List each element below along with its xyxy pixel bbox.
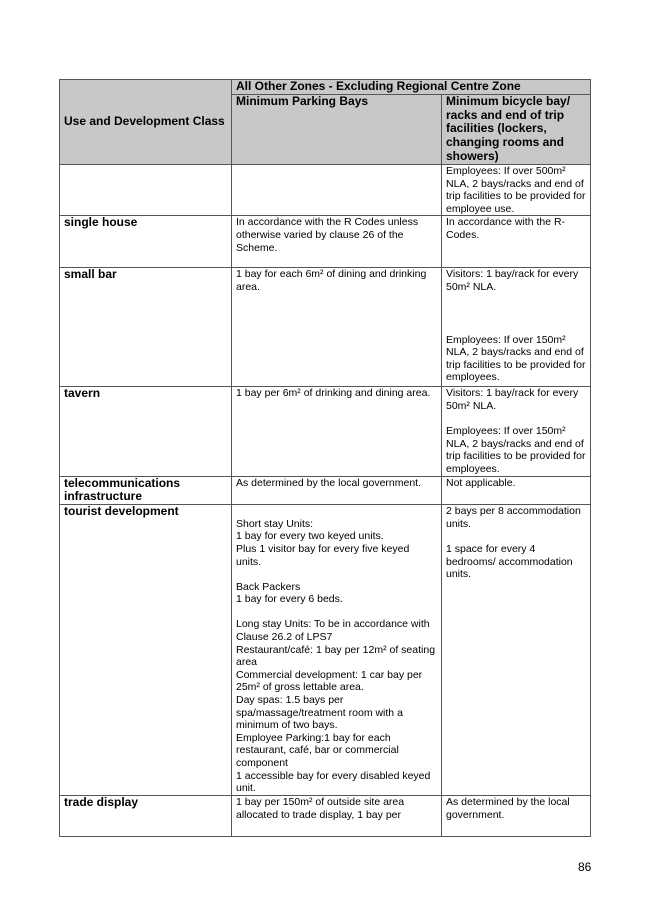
- header-zone-title: All Other Zones - Excluding Regional Centre Zone: [232, 80, 591, 95]
- text-line: 1 bay for each 6m² of dining and drinking area.: [236, 268, 427, 293]
- text-line: Employee Parking:1 bay for each restaurant, café, bar or commercial component: [236, 731, 399, 769]
- table-row: [60, 387, 591, 476]
- table-row: [60, 268, 591, 387]
- text-line: As determined by the local government.: [446, 796, 570, 821]
- text-line: Visitors: 1 bay/rack for every 50m² NLA.: [446, 387, 579, 412]
- text-line: 2 bays per 8 accommodation units.: [446, 505, 581, 530]
- text-line: As determined by the local government.: [236, 476, 422, 489]
- row-bicycle: [442, 268, 591, 387]
- text-line: Long stay Units: To be in accordance with Clause 26.2 of LPS7: [236, 618, 430, 644]
- text-line: Short stay Units:: [236, 517, 314, 530]
- parking-requirements-table: [59, 79, 591, 837]
- row-parking: [232, 796, 442, 837]
- header-use-class: Use and Development Class: [60, 80, 232, 165]
- table-row: [60, 216, 591, 268]
- text-line: 1 bay for every two keyed units.: [236, 530, 384, 543]
- row-parking: [232, 268, 442, 387]
- row-bicycle: [442, 796, 591, 837]
- row-bicycle: [442, 165, 591, 216]
- row-use-class: single house: [60, 216, 232, 268]
- text-line: 1 space for every 4 bedrooms/ accommodation units.: [446, 542, 573, 581]
- row-use-class: tourist development: [60, 505, 232, 796]
- page-number: 86: [578, 860, 592, 874]
- row-use-class: telecommunications infrastructure: [60, 476, 232, 505]
- header-row-1: [60, 80, 591, 95]
- row-parking: [232, 216, 442, 268]
- text-line: 1 bay per 150m² of outside site area allocated to trade display, 1 bay per: [236, 796, 405, 821]
- row-parking: [232, 476, 442, 505]
- text-line: Employees: If over 150m² NLA, 2 bays/racks and end of trip facilities to be provided for employees.: [446, 425, 586, 475]
- text-line: 1 bay per 6m² of drinking and dining area.: [236, 387, 431, 400]
- table-row-continued: [60, 165, 591, 216]
- text-line: In accordance with the R Codes unless otherwise varied by clause 26 of the Scheme.: [236, 216, 419, 254]
- row-use-class: tavern: [60, 387, 232, 476]
- text-line: Visitors: 1 bay/rack for every 50m² NLA.: [446, 268, 579, 293]
- table-row: [60, 476, 591, 505]
- row-parking: [232, 505, 442, 796]
- row-bicycle: [442, 476, 591, 505]
- text-line: Employees: If over 500m² NLA, 2 bays/racks and end of trip facilities to be provided for employee use.: [446, 165, 586, 215]
- row-parking-blank: [232, 165, 442, 216]
- table-row: [60, 505, 591, 796]
- text-line: In accordance with the R-Codes.: [446, 216, 566, 241]
- text-line: Plus 1 visitor bay for every five keyed units.: [236, 542, 410, 568]
- text-line: 1 bay for every 6 beds.: [236, 593, 343, 606]
- row-bicycle: [442, 216, 591, 268]
- text-line: Back Packers: [236, 580, 301, 593]
- header-parking: Minimum Parking Bays: [232, 94, 442, 164]
- row-use-class: trade display: [60, 796, 232, 837]
- row-use-class: small bar: [60, 268, 232, 387]
- row-bicycle: [442, 387, 591, 476]
- text-line: Commercial development: 1 car bay per 25m² of gross lettable area.: [236, 668, 423, 694]
- row-use-blank: [60, 165, 232, 216]
- text-line: Employees: If over 150m² NLA, 2 bays/racks and end of trip facilities to be provided for employees.: [446, 333, 586, 384]
- text-line: Day spas: 1.5 bays per spa/massage/treatment room with a minimum of two bays.: [236, 694, 403, 732]
- text-line: 1 accessible bay for every disabled keyed unit.: [236, 769, 431, 795]
- text-line: Not applicable.: [446, 476, 516, 489]
- table-row: [60, 796, 591, 837]
- row-parking: [232, 387, 442, 476]
- row-bicycle: [442, 505, 591, 796]
- header-bicycle: Minimum bicycle bay/ racks and end of trip facilities (lockers, changing rooms and showers): [442, 94, 591, 164]
- text-line: Restaurant/café: 1 bay per 12m² of seating area: [236, 643, 436, 669]
